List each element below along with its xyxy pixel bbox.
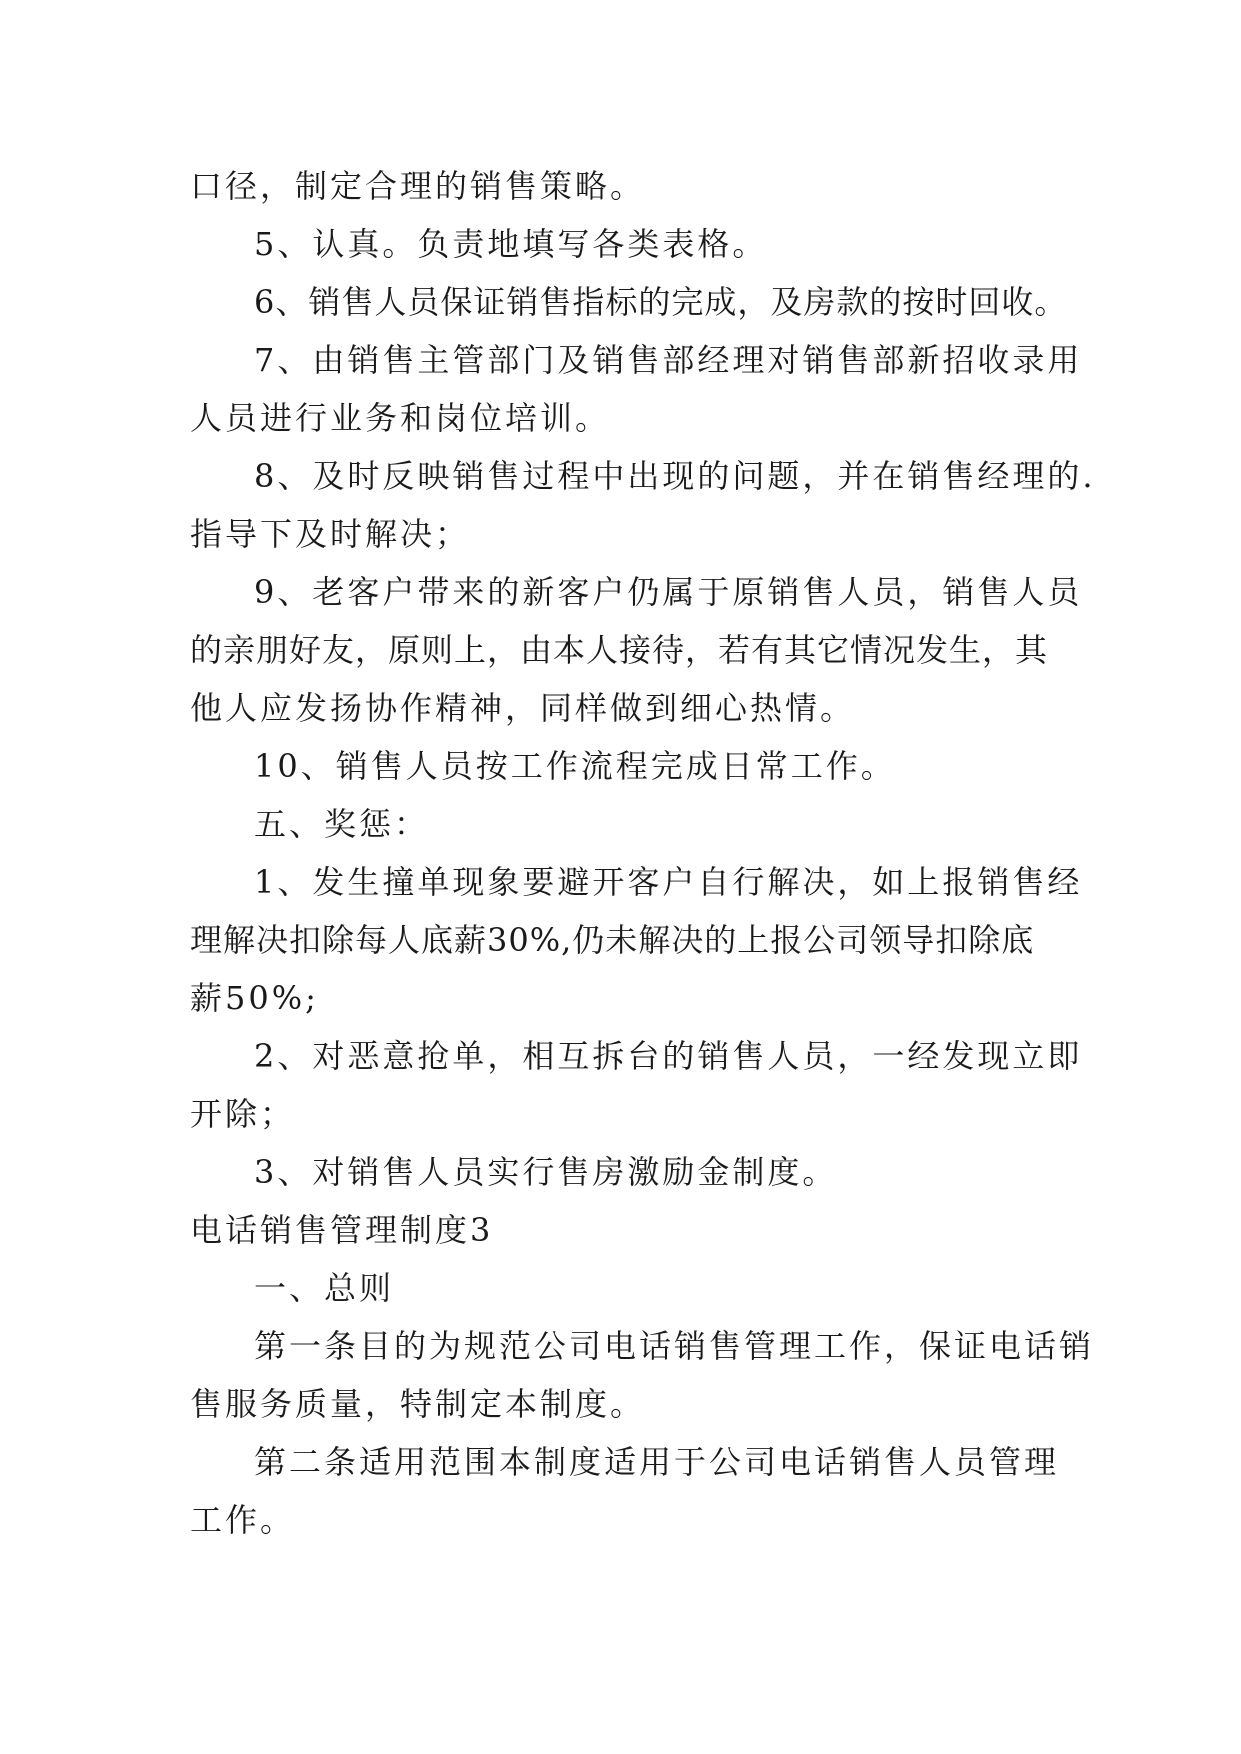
paragraph-line: 他人应发扬协作精神，同样做到细心热情。 xyxy=(190,689,856,727)
article-2: 第二条适用范围本制度适用于公司电话销售人员管理 xyxy=(254,1443,1060,1481)
paragraph-line: 口径，制定合理的销售策略。 xyxy=(190,167,646,205)
section-heading: 五、奖惩： xyxy=(254,805,430,843)
list-item-3: 3、对销售人员实行售房激励金制度。 xyxy=(254,1153,838,1191)
article-1: 第一条目的为规范公司电话销售管理工作，保证电话销 xyxy=(254,1327,1095,1365)
paragraph-line: 售服务质量，特制定本制度。 xyxy=(190,1385,646,1423)
section-heading: 一、总则 xyxy=(254,1269,395,1307)
list-item-6: 6、销售人员保证销售指标的完成，及房款的按时回收。 xyxy=(254,283,1068,321)
paragraph-line: 指导下及时解决； xyxy=(190,515,471,553)
paragraph-line: 人员进行业务和岗位培训。 xyxy=(190,399,611,437)
paragraph-line: 的亲朋好友，原则上，由本人接待，若有其它情况发生，其 xyxy=(190,631,1049,669)
list-item-9: 9、老客户带来的新客户仍属于原销售人员，销售人员 xyxy=(254,573,1083,611)
list-item-7: 7、由销售主管部门及销售部经理对销售部新招收录用 xyxy=(254,341,1083,379)
document-title: 电话销售管理制度3 xyxy=(190,1211,494,1249)
list-item-1: 1、发生撞单现象要避开客户自行解决，如上报销售经 xyxy=(254,863,1083,901)
list-item-2: 2、对恶意抢单，相互拆台的销售人员，一经发现立即 xyxy=(254,1037,1083,1075)
paragraph-line: 开除； xyxy=(190,1095,296,1133)
paragraph-line: 工作。 xyxy=(190,1501,296,1539)
paragraph-line: 理解决扣除每人底薪30%,仍未解决的上报公司领导扣除底 xyxy=(190,921,1035,959)
paragraph-line: 薪50%; xyxy=(190,979,319,1017)
list-item-8: 8、及时反映销售过程中出现的问题，并在销售经理的. xyxy=(254,457,1096,495)
list-item-5: 5、认真。负责地填写各类表格。 xyxy=(254,225,768,263)
list-item-10: 10、销售人员按工作流程完成日常工作。 xyxy=(254,747,896,785)
